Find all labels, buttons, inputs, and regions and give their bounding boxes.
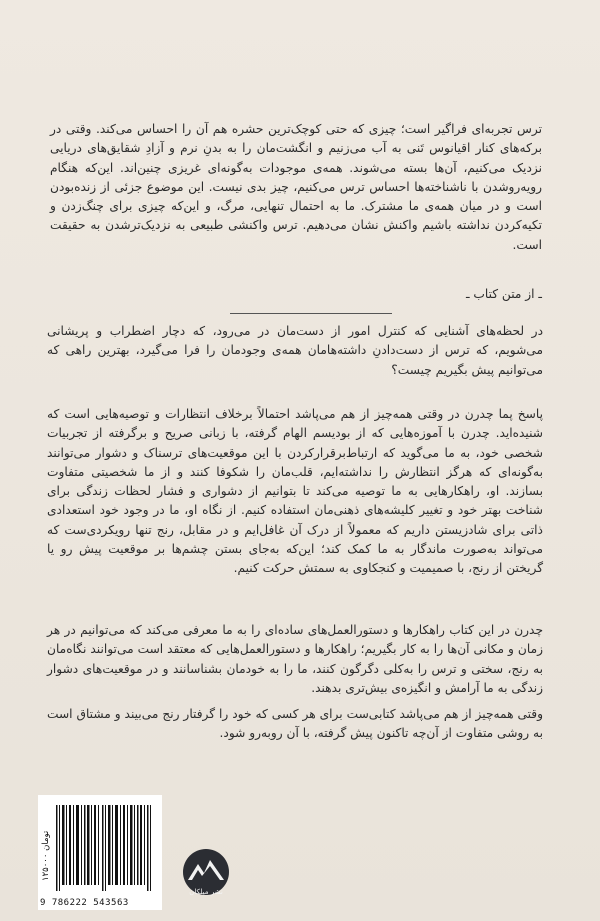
barcode-icon <box>56 805 152 891</box>
isbn-number: 9 786222 543563 <box>40 898 129 908</box>
quote-source: ـ از متن کتاب ـ <box>465 287 542 301</box>
isbn-barcode <box>38 795 162 910</box>
body-paragraph-2: پاسخ پما چدرن در وقتی همه‌چیز از هم می‌پاشد احتمالاً برخلاف انتظارات و توصیه‌هایی است که شنیده‌اید. چدرن با آموزه‌هایی که از بودیسم الهام گرفته، با زبانی صریح و برگرفته از تجربیات شخصی خود، به ما می‌گوید که ارتباط‌برقرارکردن با این موقعیت‌های ترسناک و دشوار می‌توانند به‌گونه‌ای که هرگز انتظارش را نداشته‌ایم، قلب‌مان را شکوفا کنند و از ما شخصیتی متفاوت بسازند. او، راهکارهایی به ما توصیه می‌کند تا بتوانیم از دشواری و فشار لحظات زندگی برای شناخت بهتر خود و تغییر کلیشه‌های ذهنی‌مان استفاده کنیم. از نگاه او، ما در وجود خود استعدادی ذاتی برای شادزیستن داریم که معمولاً از درک آن غافل‌ایم و در مقابل، رنج تنها رویکردی‌ست که می‌تواند به‌صورت ماندگار به ما کمک کند؛ این‌که به‌جای بستن چشم‌ها بر موقعیت پیش رو یا گریختن از رنج، با صمیمیت و کنجکاوی به سمتش حرکت کنیم. <box>47 407 543 576</box>
publisher-name: نشر میلکان <box>189 888 223 896</box>
epigraph-quote: ترس تجربه‌ای فراگیر است؛ چیزی که حتی کوچک‌ترین حشره هم آن را احساس می‌کند. وقتی در برکه‌های کنار اقیانوس تَنی به آب می‌زنیم و انگشت‌مان را به بدنِ نرم و آزادِ شقایق‌های دریایی نزدیک می‌کنیم، آن‌ها بسته می‌شوند. همه‌ی موجودات به‌گونه‌ای غریزی چنین‌اند. این‌که هنگام رویه‌روشدن با ناشناخته‌ها احساس ترس می‌کنیم، چیز بدی نیست. این موضوع جزئی از زنده‌بودن است و در میان همه‌ی ما مشترک. ما به احتمال تنهایی، مرگ، و این‌که چیزی برای چنگ‌زدن و تکیه‌کردن نداشته باشیم واکنش نشان می‌دهیم. ترس واکنشی طبیعی به نزدیک‌ترشدن به حقیقت است. <box>50 122 542 252</box>
body-paragraph-4: وقتی همه‌چیز از هم می‌پاشد کتابی‌ست برای هر کسی که خود را گرفتار رنج می‌بیند و مشتاق است به روشی متفاوت از آن‌چه تاکنون پیش گرفته، با آن روبه‌رو شود. <box>47 707 543 741</box>
price-label: ۱۲۵۰۰۰ تومان <box>41 830 51 881</box>
publisher-logo <box>182 848 230 896</box>
section-divider <box>230 313 392 314</box>
body-paragraph-1: در لحظه‌های آشنایی که کنترل امور از دست‌مان در می‌رود، که دچار اضطراب و پریشانی می‌شویم، که ترس از دست‌دادنِ داشته‌هامان همه‌ی وجودمان را فرا می‌گیرد، بهترین راهی که می‌توانیم پیش بگیریم چیست؟ <box>47 324 543 377</box>
body-paragraph-3: چدرن در این کتاب راهکارها و دستورالعمل‌های ساده‌ای را به ما معرفی می‌کند که می‌توانیم در هر زمان و مکانی آن‌ها را به کار بگیریم؛ راهکارها و دستورالعمل‌هایی که معتقد است می‌توانند نگاه‌مان به رنج، سختی و ترس را به‌کلی دگرگون کنند، ما را به خودمان بشناسانند و در موقعیت‌های دشوار زندگی به ما آرامش و انگیزه‌ی بیش‌تری بدهند. <box>47 623 543 695</box>
